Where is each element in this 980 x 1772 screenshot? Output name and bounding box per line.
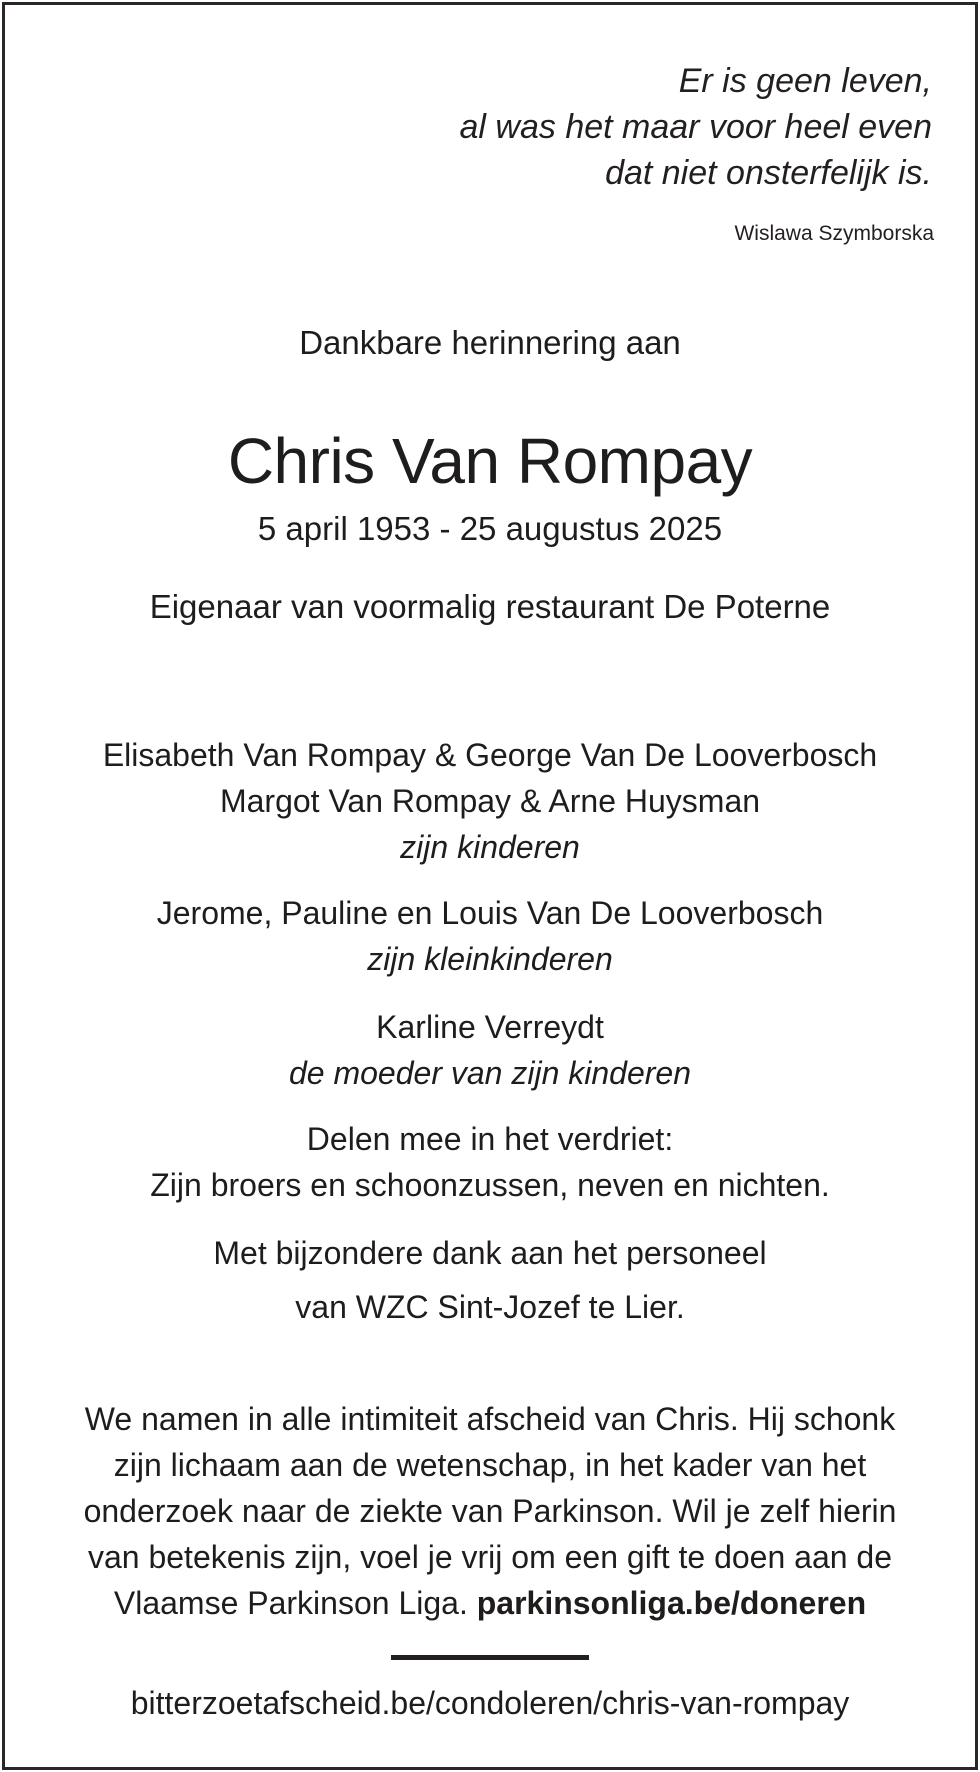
grandchildren-names: Jerome, Pauline en Louis Van De Looverbosch <box>156 895 824 931</box>
life-dates: 5 april 1953 - 25 augustus 2025 <box>257 510 723 547</box>
share-grief-text: Zijn broers en schoonzussen, neven en nichten. <box>150 1167 830 1203</box>
quote-author: Wislawa Szymborska <box>734 222 934 245</box>
mother-section <box>0 1004 980 1096</box>
closing-paragraph <box>30 1396 950 1626</box>
divider-line <box>391 1655 589 1660</box>
children-section <box>0 732 980 870</box>
intro-text: Dankbare herinnering aan <box>299 324 681 361</box>
closing-line: zijn lichaam aan de wetenschap, in het kader van het <box>113 1447 867 1483</box>
grandchildren-role: zijn kleinkinderen <box>367 941 613 977</box>
closing-line: van betekenis zijn, voel je vrij om een gift te doen aan de <box>87 1539 893 1575</box>
donation-link[interactable]: parkinsonliga.be/doneren <box>476 1585 867 1621</box>
quote-line: Er is geen leven, <box>678 62 932 100</box>
occupation: Eigenaar van voormalig restaurant De Poterne <box>149 588 831 625</box>
mother-name: Karline Verreydt <box>376 1009 604 1045</box>
share-grief-section <box>0 1116 980 1208</box>
grandchildren-section <box>0 890 980 982</box>
closing-line-last <box>30 1580 950 1626</box>
child-name: Margot Van Rompay & Arne Huysman <box>219 783 761 819</box>
quote-line: al was het maar voor heel even <box>459 108 932 146</box>
share-grief-label: Delen mee in het verdriet: <box>306 1121 674 1157</box>
thanks-section <box>0 1226 980 1334</box>
closing-line: We namen in alle intimiteit afscheid van Chris. Hij schonk <box>84 1401 896 1437</box>
thanks-line: Met bijzondere dank aan het personeel <box>213 1235 767 1271</box>
closing-line: onderzoek naar de ziekte van Parkinson. Wil je zelf hierin <box>83 1493 897 1529</box>
condolence-link[interactable]: bitterzoetafscheid.be/condoleren/chris-van-rompay <box>130 1685 850 1721</box>
quote-line: dat niet onsterfelijk is. <box>605 154 932 192</box>
thanks-line: van WZC Sint-Jozef te Lier. <box>295 1289 685 1325</box>
quote <box>460 58 932 196</box>
child-name: Elisabeth Van Rompay & George Van De Looverbosch <box>102 737 878 773</box>
deceased-name: Chris Van Rompay <box>227 425 753 497</box>
mother-role: de moeder van zijn kinderen <box>288 1055 691 1091</box>
children-role: zijn kinderen <box>400 829 580 865</box>
closing-last-text: Vlaamse Parkinson Liga. <box>113 1585 468 1621</box>
